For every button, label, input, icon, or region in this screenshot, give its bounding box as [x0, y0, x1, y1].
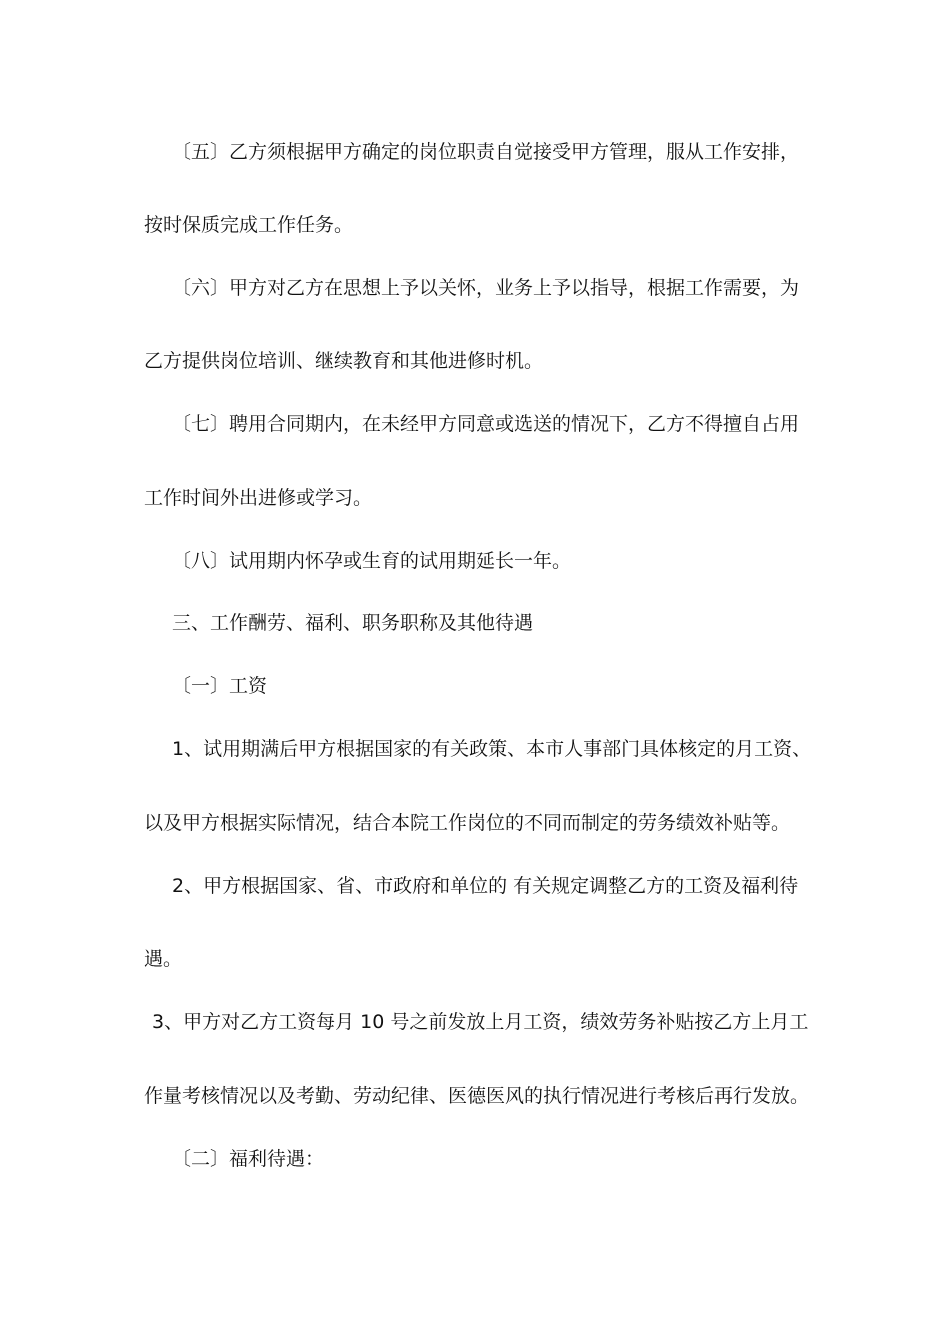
- subsection-heading: 〔一〕工资: [172, 675, 268, 697]
- paragraph-line: 〔八〕试用期内怀孕或生育的试用期延长一年。: [172, 550, 572, 572]
- paragraph-line: 2、甲方根据国家、省、市政府和单位的 有关规定调整乙方的工资及福利待: [172, 875, 799, 897]
- paragraph-line: 3、甲方对乙方工资每月 10 号之前发放上月工资，绩效劳务补贴按乙方上月工: [152, 1011, 809, 1033]
- subsection-heading: 〔二〕福利待遇：: [172, 1148, 325, 1170]
- paragraph-line: 〔七〕聘用合同期内，在未经甲方同意或选送的情况下，乙方不得擅自占用: [172, 413, 800, 435]
- paragraph-line: 作量考核情况以及考勤、劳动纪律、医德医风的执行情况进行考核后再行发放。: [144, 1085, 810, 1107]
- paragraph-line: 〔六〕甲方对乙方在思想上予以关怀，业务上予以指导，根据工作需要，为: [172, 277, 800, 299]
- section-heading: 三、工作酬劳、福利、职务职称及其他待遇: [172, 612, 534, 634]
- paragraph-line: 乙方提供岗位培训、继续教育和其他进修时机。: [144, 350, 544, 372]
- paragraph-line: 按时保质完成工作任务。: [144, 214, 354, 236]
- paragraph-line: 工作时间外出进修或学习。: [144, 487, 373, 509]
- paragraph-line: 〔五〕乙方须根据甲方确定的岗位职责自觉接受甲方管理，服从工作安排，: [172, 141, 800, 163]
- paragraph-line: 遇。: [144, 948, 183, 970]
- paragraph-line: 1、试用期满后甲方根据国家的有关政策、本市人事部门具体核定的月工资、: [172, 738, 812, 760]
- paragraph-line: 以及甲方根据实际情况，结合本院工作岗位的不同而制定的劳务绩效补贴等。: [144, 812, 791, 834]
